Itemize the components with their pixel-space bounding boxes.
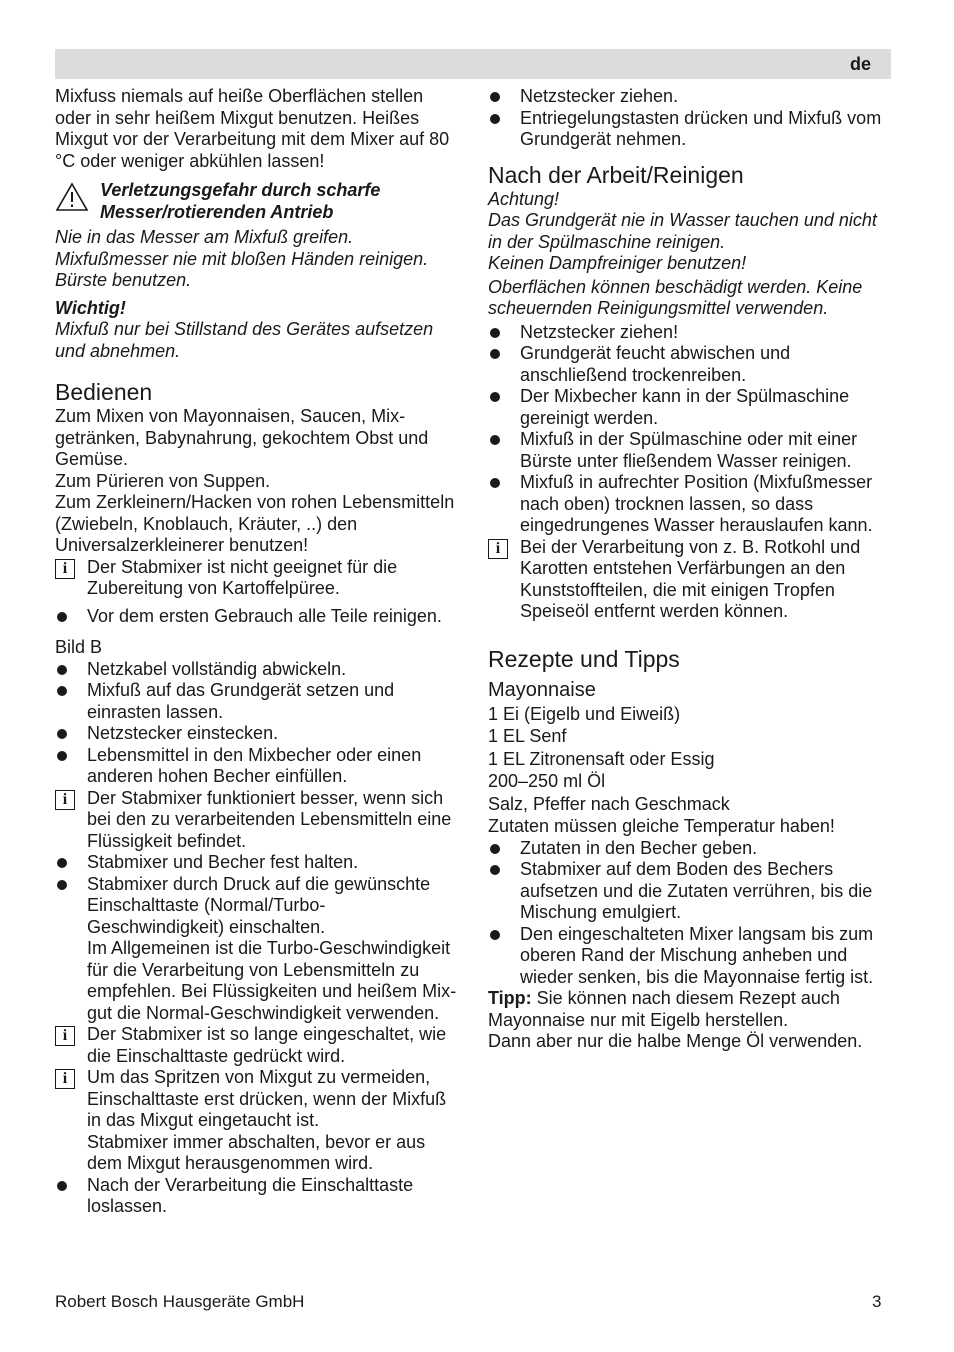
list-item (55, 874, 460, 1025)
list-item-extra: Im Allgemeinen ist die Turbo-Geschwindigkeit für die Verarbeitung von Lebensmitteln zu empfehlen. Bei Flüssigkeiten und heißem Mixgut die Normal-Geschwindigkeit verwenden. (87, 938, 457, 1023)
attention-text: Oberflächen können beschädigt werden. Keine scheuernden Reinigungsmittel verwenden. (488, 276, 863, 318)
list-item: Vor dem ersten Gebrauch alle Teile reinigen. (55, 606, 460, 628)
bedienen-paragraph-1: Zum Mixen von Mayonnaisen, Saucen, Mixgetränken, Babynahrung, gekochtem Obst und Gemüse. (55, 406, 429, 469)
figure-reference: Bild B (55, 637, 103, 657)
info-note (55, 1024, 460, 1067)
ingredient: 1 Ei (Eigelb und Eiweiß) (488, 703, 681, 724)
info-note (55, 788, 460, 853)
warning-triangle-icon (55, 182, 89, 212)
list-item: Stabmixer und Becher fest halten. (55, 852, 460, 874)
list-item: Netzkabel vollständig abwickeln. (55, 659, 460, 681)
cleaning-heading: Nach der Arbeit/Reinigen (488, 161, 744, 188)
info-text: Bei der Verarbeitung von z. B. Rotkohl und Karotten entstehen Verfärbungen an den Kunststoffteilen, die mit einigen Tropfen Speiseöl entfernt werden können. (520, 536, 861, 621)
bedienen-paragraph-3: Zum Zerkleinern/Hacken von rohen Lebensmitteln (Zwiebeln, Knoblauch, Kräuter, ..) den Universalzerkleinerer benutzen! (55, 492, 455, 555)
info-text: Der Stabmixer ist nicht geeignet für die Zubereitung von Kartoffelpüree. (87, 556, 398, 598)
list-item: Zutaten in den Becher geben. (488, 838, 893, 860)
left-column (55, 86, 460, 1218)
info-note (55, 1067, 460, 1175)
list-item: Grundgerät feucht abwischen und anschließend trockenreiben. (488, 343, 893, 386)
bedienen-heading: Bedienen (55, 379, 153, 405)
ingredient: Salz, Pfeffer nach Geschmack (488, 793, 730, 814)
list-item: Der Mixbecher kann in der Spülmaschine gereinigt werden. (488, 386, 893, 429)
info-icon: i (488, 539, 508, 559)
warning-title: Verletzungsgefahr durch scharfe Messer/rotierenden Antrieb (100, 180, 381, 222)
list-item: Lebensmittel in den Mixbecher oder einen anderen hohen Becher einfüllen. (55, 745, 460, 788)
list-item: Mixfuß in der Spülmaschine oder mit einer Bürste unter fließendem Wasser reinigen. (488, 429, 893, 472)
list-item: Mixfuß in aufrechter Position (Mixfußmesser nach oben) trocknen lassen, so dass eingedrungenes Wasser herauslaufen kann. (488, 472, 893, 537)
info-note (55, 557, 460, 600)
ingredient-note: Zutaten müssen gleiche Temperatur haben! (488, 816, 835, 836)
ingredient: 1 EL Senf (488, 726, 567, 746)
ingredient: 200–250 ml Öl (488, 771, 606, 791)
tip-text-2: Dann aber nur die halbe Menge Öl verwenden. (488, 1031, 863, 1051)
list-item-text: Stabmixer durch Druck auf die gewünschte Einschalttaste (Normal/Turbo-Geschwindigkeit) einschalten. (87, 873, 431, 937)
footer-company: Robert Bosch Hausgeräte GmbH (55, 1292, 305, 1311)
info-text: Um das Spritzen von Mixgut zu vermeiden, Einschalttaste erst drücken, wenn der Mixfuß in das Mixgut eingetaucht ist. (87, 1067, 447, 1130)
recipes-heading: Rezepte und Tipps (488, 645, 680, 672)
page-number: 3 (872, 1292, 882, 1311)
info-text: Der Stabmixer ist so lange eingeschaltet, wie die Einschalttaste gedrückt wird. (87, 1024, 447, 1066)
tip-text: Sie können nach diesem Rezept auch Mayonnaise nur mit Eigelb herstellen. (488, 988, 840, 1030)
info-icon: i (55, 1026, 75, 1046)
bedienen-paragraph-2: Zum Pürieren von Suppen. (55, 470, 271, 491)
info-extra: Stabmixer immer abschalten, bevor er aus dem Mixgut herausgenommen wird. (87, 1131, 426, 1173)
mayonnaise-heading: Mayonnaise (488, 678, 596, 701)
header-bar (55, 49, 891, 79)
ingredient: 1 EL Zitronensaft oder Essig (488, 748, 715, 769)
tip-label: Tipp: (488, 988, 532, 1008)
important-text: Mixfuß nur bei Stillstand des Gerätes aufsetzen und abnehmen. (55, 319, 434, 361)
list-item: Den eingeschalteten Mixer langsam bis zum oberen Rand der Mischung anheben und wieder senken, bis die Mayonnaise fertig ist. (488, 924, 893, 989)
list-item: Entriegelungstasten drücken und Mixfuß vom Grundgerät nehmen. (488, 108, 893, 151)
right-column (488, 86, 893, 1053)
warning-text: Nie in das Messer am Mixfuß greifen. Mixfußmesser nie mit bloßen Händen reinigen. Bürste benutzen. (55, 227, 429, 290)
info-text: Der Stabmixer funktioniert besser, wenn sich bei den zu verarbeitenden Lebensmitteln eine Flüssigkeit befindet. (87, 787, 452, 851)
intro-text: Mixfuss niemals auf heiße Oberflächen stellen oder in sehr heißem Mixgut benutzen. Heißes Mixgut vor der Verarbeitung mit dem Mixer auf 80 °C oder weniger abkühlen lassen! (55, 86, 450, 171)
warning-block (55, 180, 460, 223)
list-item: Stabmixer auf dem Boden des Bechers aufsetzen und die Zutaten verrühren, bis die Mischung emulgiert. (488, 859, 893, 924)
list-item: Netzstecker einstecken. (55, 723, 460, 745)
tip-paragraph (488, 988, 893, 1031)
info-icon: i (55, 790, 75, 810)
attention-text: Keinen Dampfreiniger benutzen! (488, 253, 747, 273)
list-item: Netzstecker ziehen. (488, 86, 893, 108)
attention-text: Das Grundgerät nie in Wasser tauchen und nicht in der Spülmaschine reinigen. (488, 210, 877, 252)
list-item: Netzstecker ziehen! (488, 322, 893, 344)
language-code: de (849, 54, 871, 74)
info-icon: i (55, 559, 75, 579)
info-note (488, 537, 893, 623)
info-icon: i (55, 1069, 75, 1089)
list-item: Nach der Verarbeitung die Einschalttaste loslassen. (55, 1175, 460, 1218)
important-label: Wichtig! (55, 297, 126, 318)
list-item: Mixfuß auf das Grundgerät setzen und einrasten lassen. (55, 680, 460, 723)
attention-label: Achtung! (488, 188, 560, 209)
